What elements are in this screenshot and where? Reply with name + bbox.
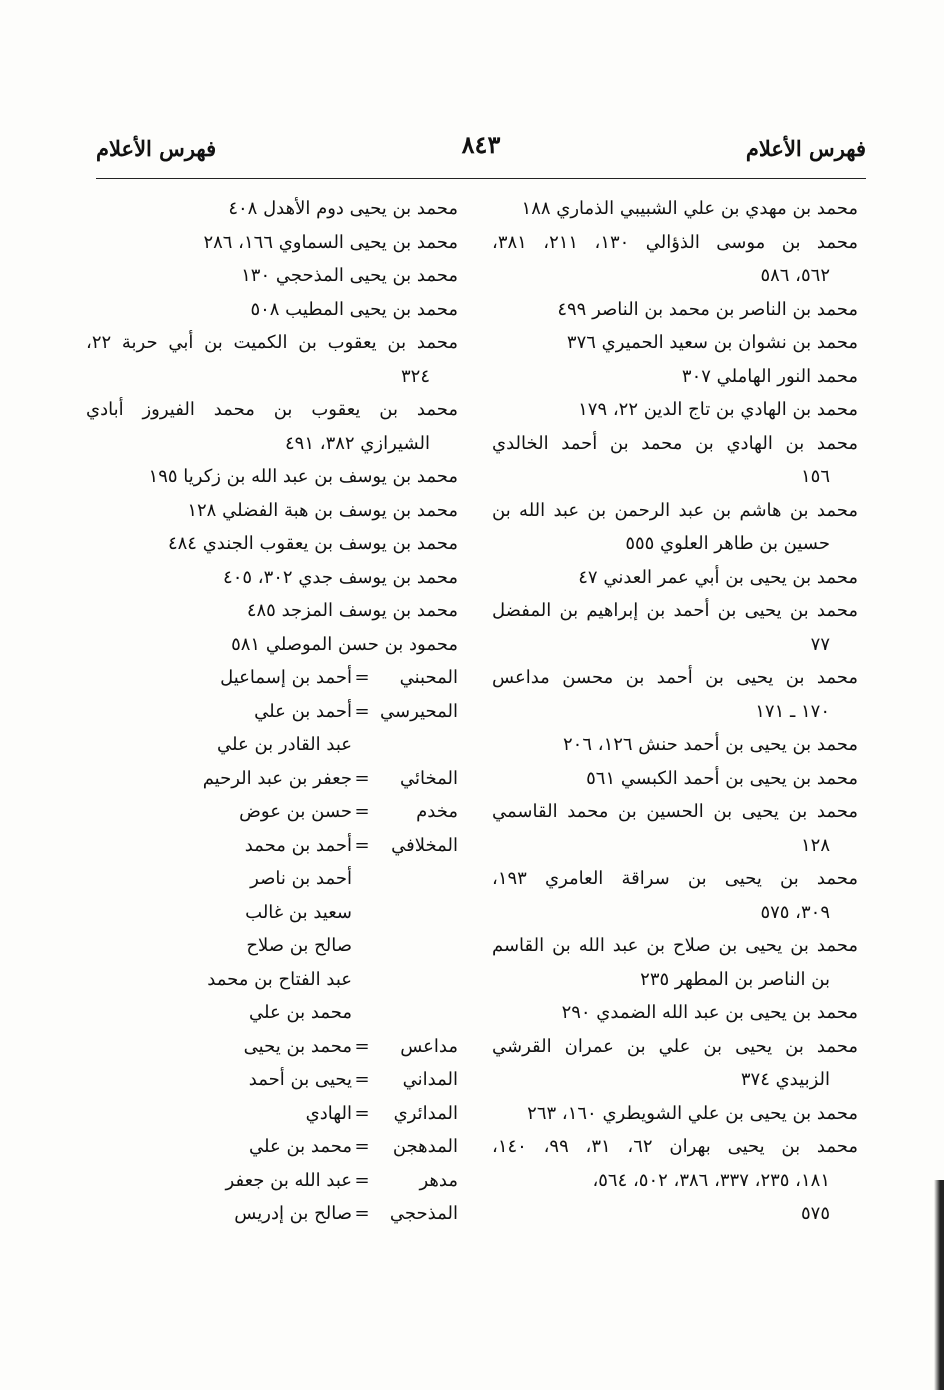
- index-entry: [492, 326, 858, 360]
- entry-name: محمد بن يحيى بن أحمد بن محسن مداعس: [492, 667, 858, 688]
- index-entry: [86, 594, 458, 628]
- ref-nisba: [372, 929, 458, 963]
- entry-name: محمد بن يحيى المذحجي ١٣٠: [241, 265, 458, 286]
- index-entry: [86, 527, 458, 561]
- ref-target-name: حسن بن عوض: [239, 801, 352, 822]
- entry-name: محمد بن مهدي بن علي الشبيبي الذماري ١٨٨: [521, 198, 858, 219]
- cross-reference-row: [86, 862, 458, 896]
- ref-equals-sign: [352, 929, 372, 963]
- entry-name: محمد بن يحيى بن علي بن عمران القرشي: [492, 1035, 858, 1057]
- scan-edge-shadow: [934, 1180, 944, 1390]
- entry-name: محمد بن الناصر بن محمد بن الناصر ٤٩٩: [557, 298, 858, 320]
- entry-name: محمد بن يعقوب بن محمد الفيروز أبادي: [86, 399, 458, 420]
- ref-nisba: [372, 896, 458, 930]
- ref-target-name: محمد بن علي: [249, 1136, 352, 1157]
- entry-name: محمد بن يوسف بن هبة الفضلي ١٢٨: [187, 499, 458, 521]
- cross-reference-row: [86, 1130, 458, 1164]
- ref-nisba: المخلافي: [391, 834, 458, 856]
- ref-target-name: أحمد بن إسماعيل: [220, 667, 352, 688]
- cross-reference-row: [86, 829, 458, 863]
- index-entry: [492, 393, 858, 427]
- index-entry: [492, 427, 858, 494]
- index-entry: [86, 259, 458, 293]
- entry-continuation: ١٧٠ ـ ١٧١: [755, 700, 830, 722]
- ref-equals-sign: [352, 996, 372, 1030]
- ref-target-name: عبد القادر بن علي: [217, 734, 352, 755]
- entry-name: محمد بن يحيى السماوي ١٦٦، ٢٨٦: [203, 231, 458, 253]
- cross-reference-row: [86, 963, 458, 997]
- ref-equals-sign: =: [354, 1169, 370, 1191]
- entry-name: محمد بن يحيى بن الحسين بن محمد القاسمي: [492, 801, 858, 822]
- ref-nisba: المدائري: [393, 1102, 458, 1124]
- entry-continuation: ٧٧: [810, 633, 830, 655]
- cross-reference-row: [86, 1030, 458, 1064]
- entry-name: محمد بن نشوان بن سعيد الحميري ٣٧٦: [566, 332, 858, 353]
- ref-nisba: المداني: [402, 1069, 458, 1090]
- cross-reference-row: [86, 795, 458, 829]
- ref-nisba: مداعس: [400, 1035, 458, 1057]
- entry-name: محمد بن يحيى بن عبد الله الضمدي ٢٩٠: [561, 1002, 858, 1023]
- ref-equals-sign: =: [354, 667, 370, 688]
- entry-name: محمود بن حسن الموصلي ٥٨١: [231, 633, 458, 655]
- index-entry: [492, 1030, 858, 1097]
- ref-equals-sign: =: [354, 1136, 370, 1157]
- ref-nisba: [372, 963, 458, 997]
- ref-target-name: عبد الفتاح بن محمد: [207, 968, 352, 990]
- index-entry: [492, 1097, 858, 1131]
- ref-target-name: الهادي: [305, 1102, 352, 1124]
- index-entry: [492, 594, 858, 661]
- cross-reference-row: [86, 896, 458, 930]
- entry-name: محمد بن يحيى بهران ٦٢، ٣١، ٩٩، ١٤٠،: [492, 1136, 858, 1157]
- entry-name: محمد بن يحيى المطيب ٥٠٨: [250, 298, 458, 320]
- entry-name: محمد بن يحيى بن علي الشويطري ١٦٠، ٢٦٣: [527, 1102, 858, 1124]
- cross-reference-row: [86, 1197, 458, 1231]
- ref-equals-sign: =: [354, 700, 370, 722]
- cross-reference-row: [86, 996, 458, 1030]
- entry-continuation: حسين بن طاهر العلوي ٥٥٥: [625, 533, 830, 554]
- entry-continuation: ١٢٨: [800, 834, 830, 856]
- index-entry: [492, 226, 858, 293]
- index-entry: [86, 326, 458, 393]
- index-entry: [492, 661, 858, 728]
- ref-equals-sign: =: [354, 1035, 370, 1057]
- ref-equals-sign: =: [354, 801, 370, 822]
- entry-continuation: الزبيدي ٣٧٤: [740, 1069, 830, 1090]
- running-title-left: فهرس الأعلام: [96, 136, 217, 161]
- entry-name: محمد بن يحيى بن أحمد حنش ١٢٦، ٢٠٦: [563, 734, 858, 755]
- index-entry: [492, 1130, 858, 1231]
- index-entry: [492, 561, 858, 595]
- index-entry: [86, 393, 458, 460]
- cross-reference-row: [86, 1164, 458, 1198]
- cross-reference-row: [86, 762, 458, 796]
- cross-reference-row: [86, 929, 458, 963]
- ref-equals-sign: [352, 728, 372, 762]
- index-column-right: [492, 192, 858, 1231]
- ref-equals-sign: =: [354, 1102, 370, 1124]
- index-entry: [492, 192, 858, 226]
- entry-name: محمد بن يوسف جدي ٣٠٢، ٤٠٥: [223, 566, 458, 588]
- page-header: [96, 128, 866, 168]
- ref-nisba: المخائي: [399, 767, 458, 789]
- ref-nisba: [372, 862, 458, 896]
- index-entry: [492, 862, 858, 929]
- ref-nisba: [372, 996, 458, 1030]
- entry-name: محمد بن يوسف بن يعقوب الجندي ٤٨٤: [167, 533, 458, 554]
- ref-nisba: مدهر: [419, 1169, 458, 1191]
- header-rule: [96, 178, 866, 179]
- ref-target-name: جعفر بن عبد الرحيم: [202, 767, 352, 789]
- ref-nisba: مخدم: [416, 801, 458, 822]
- entry-name: محمد بن يحيى بن سراقة العامري ١٩٣،: [492, 868, 858, 889]
- ref-nisba: المحبني: [399, 667, 458, 688]
- entry-name: محمد بن يعقوب بن الكميت بن أبي حربة ٢٢،: [86, 332, 458, 353]
- ref-equals-sign: =: [354, 1069, 370, 1090]
- entry-name: محمد النور الهاملي ٣٠٧: [681, 365, 858, 387]
- entry-name: محمد بن الهادي بن تاج الدين ٢٢، ١٧٩: [578, 399, 858, 420]
- index-entry: [492, 996, 858, 1030]
- index-entry: [492, 494, 858, 561]
- entry-name: محمد بن يحيى بن أحمد الكبسي ٥٦١: [586, 767, 858, 789]
- ref-target-name: صالح بن إدريس: [234, 1203, 352, 1224]
- cross-reference-row: [86, 1063, 458, 1097]
- index-column-left: [86, 192, 458, 1231]
- entry-continuation: بن الناصر بن المطهر ٢٣٥: [640, 968, 830, 990]
- ref-target-name: محمد بن علي: [249, 1002, 352, 1023]
- ref-equals-sign: [352, 963, 372, 997]
- entry-name: محمد بن يحيى دوم الأهدل ٤٠٨: [228, 198, 458, 219]
- ref-target-name: أحمد بن ناصر: [250, 868, 352, 889]
- cross-reference-row: [86, 695, 458, 729]
- index-entry: [492, 929, 858, 996]
- cross-reference-row: [86, 1097, 458, 1131]
- ref-equals-sign: [352, 862, 372, 896]
- ref-target-name: صالح بن صلاح: [246, 935, 352, 956]
- entry-continuation: ١٥٦: [800, 466, 830, 487]
- entry-name: محمد بن يوسف بن عبد الله بن زكريا ١٩٥: [148, 466, 458, 487]
- entry-name: محمد بن موسى الذؤالي ١٣٠، ٢١١، ٣٨١،: [492, 231, 858, 253]
- ref-nisba: المذحجي: [389, 1203, 458, 1224]
- index-entry: [86, 494, 458, 528]
- entry-name: محمد بن هاشم بن عبد الرحمن بن عبد الله بن: [492, 499, 858, 521]
- page-number: ٨٤٣: [461, 130, 501, 159]
- index-entry: [492, 360, 858, 394]
- index-entry: [86, 561, 458, 595]
- ref-nisba: [372, 728, 458, 762]
- running-title-right: فهرس الأعلام: [745, 136, 866, 161]
- cross-reference-row: [86, 661, 458, 695]
- index-entry: [492, 762, 858, 796]
- index-entry: [86, 460, 458, 494]
- entry-continuation: ٥٧٥: [800, 1203, 830, 1224]
- index-entry: [86, 192, 458, 226]
- index-entry: [86, 293, 458, 327]
- entry-continuation: ١٨١، ٢٣٥، ٣٣٧، ٣٨٦، ٥٠٢، ٥٦٤،: [592, 1169, 830, 1191]
- ref-nisba: المدهجن: [392, 1136, 458, 1157]
- index-entry: [492, 795, 858, 862]
- entry-continuation: الشيرازي ٣٨٢، ٤٩١: [285, 432, 430, 454]
- entry-name: محمد بن يحيى بن أحمد بن إبراهيم بن المفضل: [492, 600, 858, 621]
- ref-target-name: سعيد بن غالب: [245, 901, 352, 923]
- index-entry: [492, 293, 858, 327]
- ref-target-name: عبد الله بن جعفر: [225, 1169, 352, 1191]
- ref-target-name: أحمد بن علي: [254, 700, 352, 722]
- ref-equals-sign: =: [354, 1203, 370, 1224]
- entry-continuation: ٣٠٩، ٥٧٥: [760, 901, 830, 923]
- ref-target-name: محمد بن يحيى: [243, 1035, 352, 1057]
- ref-equals-sign: =: [354, 834, 370, 856]
- ref-equals-sign: [352, 896, 372, 930]
- entry-continuation: ٣٢٤: [400, 365, 430, 387]
- ref-nisba: المحيرسي: [380, 700, 458, 722]
- entry-continuation: ٥٦٢، ٥٨٦: [760, 265, 830, 286]
- entry-name: محمد بن يحيى بن أبي عمر العدني ٤٧: [578, 566, 858, 588]
- entry-name: محمد بن يحيى بن صلاح بن عبد الله بن القاسم: [492, 935, 858, 956]
- ref-target-name: يحيى بن أحمد: [248, 1069, 352, 1090]
- ref-target-name: أحمد بن محمد: [244, 834, 352, 856]
- index-entry: [86, 628, 458, 662]
- ref-equals-sign: =: [354, 767, 370, 789]
- index-entry: [492, 728, 858, 762]
- entry-name: محمد بن يوسف المزجد ٤٨٥: [246, 600, 458, 621]
- index-entry: [86, 226, 458, 260]
- entry-name: محمد بن الهادي بن محمد بن أحمد الخالدي: [492, 432, 858, 454]
- cross-reference-row: [86, 728, 458, 762]
